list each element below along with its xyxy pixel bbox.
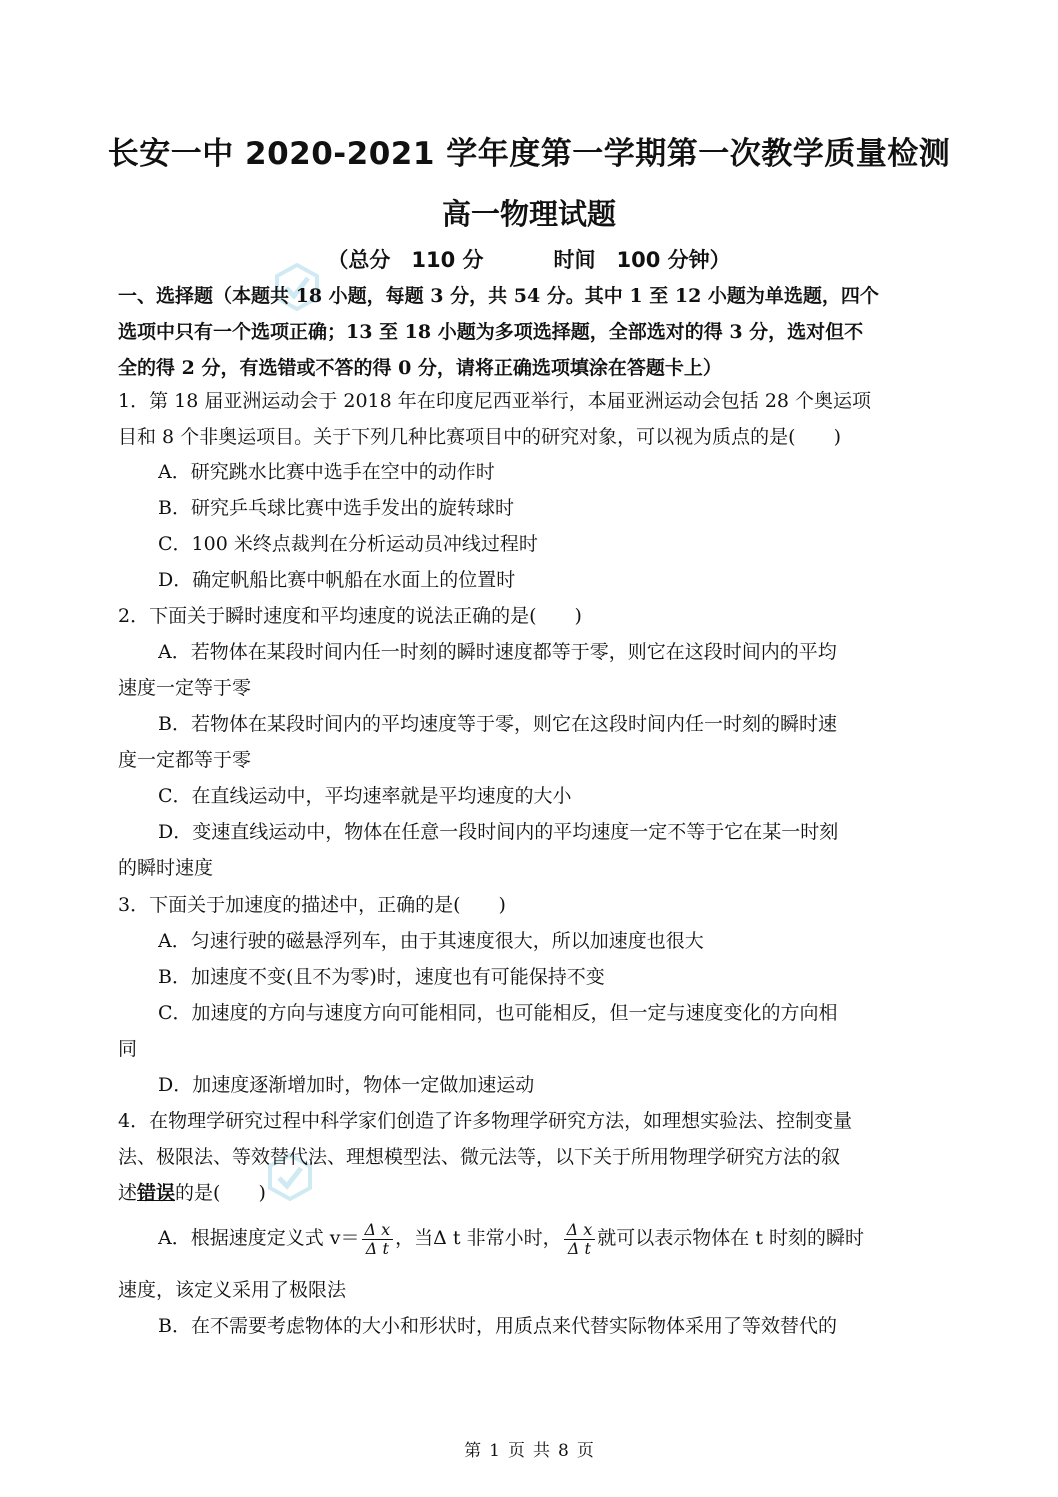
question-4-stem [118, 1181, 948, 1205]
option-a-text: 就可以表示物体在 t 时刻的瞬时 [597, 1227, 864, 1249]
question-3-option-d: D．加速度逐渐增加时，物体一定做加速运动 [158, 1074, 535, 1096]
question-2-option-b-cont: 度一定都等于零 [118, 749, 252, 771]
question-2-option-a-cont: 速度一定等于零 [118, 677, 252, 699]
question-4-stem: 法、极限法、等效替代法、理想模型法、微元法等，以下关于所用物理学研究方法的叙 [118, 1146, 841, 1168]
question-4-option-a-cont: 速度，该定义采用了极限法 [118, 1279, 347, 1301]
page-footer [0, 1436, 1058, 1461]
total-pages: 8 [558, 1441, 569, 1461]
question-2-option-b: B．若物体在某段时间内的平均速度等于零，则它在这段时间内任一时刻的瞬时速 [158, 713, 837, 735]
fraction-numerator: Δ x [362, 1221, 394, 1240]
question-1-option-a: A．研究跳水比赛中选手在空中的动作时 [158, 461, 495, 483]
question-1-option-d: D．确定帆船比赛中帆船在水面上的位置时 [158, 569, 516, 591]
section-instruction-line: 全的得 2 分，有选错或不答的得 0 分，请将正确选项填涂在答题卡上） [118, 357, 722, 379]
fraction-numerator: Δ x [564, 1221, 596, 1240]
question-4-option-a [158, 1214, 948, 1262]
exam-title: 长安一中 2020-2021 学年度第一学期第一次教学质量检测 [107, 136, 951, 172]
fraction-denominator: Δ t [365, 1238, 389, 1258]
question-3-option-b: B．加速度不变(且不为零)时，速度也有可能保持不变 [158, 966, 605, 988]
question-3-option-c: C．加速度的方向与速度方向可能相同，也可能相反，但一定与速度变化的方向相 [158, 1002, 838, 1024]
question-4-stem: 4．在物理学研究过程中科学家们创造了许多物理学研究方法，如理想实验法、控制变量 [118, 1110, 853, 1132]
question-4-stem-text: 述 [118, 1182, 138, 1204]
question-2-option-d: D．变速直线运动中，物体在任意一段时间内的平均速度一定不等于它在某一时刻 [158, 821, 839, 843]
footer-text: 页 [576, 1441, 594, 1461]
exam-subtitle: 高一物理试题 [441, 197, 616, 231]
question-1-option-c: C．100 米终点裁判在分析运动员冲线过程时 [158, 533, 538, 555]
option-a-text: ，当Δ t 非常小时， [395, 1227, 562, 1249]
option-a-text: A．根据速度定义式 v＝ [158, 1227, 360, 1249]
section-instruction-line: 选项中只有一个选项正确；13 至 18 小题为多项选择题，全部选对的得 3 分，选对但不 [118, 321, 864, 343]
question-2-option-d-cont: 的瞬时速度 [118, 857, 214, 879]
question-3-option-c-cont: 同 [118, 1038, 138, 1060]
fraction-denominator: Δ t [567, 1238, 591, 1258]
question-2-option-a: A．若物体在某段时间内任一时刻的瞬时速度都等于零，则它在这段时间内的平均 [158, 641, 837, 663]
fraction-delta-x-over-delta-t [362, 1221, 394, 1258]
duration: 时间 100 分钟） [553, 248, 731, 272]
question-3-option-a: A．匀速行驶的磁悬浮列车，由于其速度很大，所以加速度也很大 [158, 930, 704, 952]
question-3-stem: 3．下面关于加速度的描述中，正确的是( ) [118, 894, 506, 916]
question-2-option-c: C．在直线运动中，平均速率就是平均速度的大小 [158, 785, 572, 807]
emphasis-wrong: 错误 [137, 1182, 176, 1204]
question-1-stem: 目和 8 个非奥运项目。关于下列几种比赛项目中的研究对象，可以视为质点的是( ) [118, 426, 841, 448]
question-1-stem: 1．第 18 届亚洲运动会于 2018 年在印度尼西亚举行，本届亚洲运动会包括 28 个奥运项 [118, 390, 872, 412]
question-1-option-b: B．研究乒乓球比赛中选手发出的旋转球时 [158, 497, 514, 519]
total-score: （总分 110 分 [327, 248, 484, 272]
fraction-delta-x-over-delta-t [564, 1221, 596, 1258]
footer-text: 页 [508, 1441, 525, 1461]
question-2-stem: 2．下面关于瞬时速度和平均速度的说法正确的是( ) [118, 605, 582, 627]
footer-text: 共 [533, 1441, 550, 1461]
footer-text: 第 [464, 1441, 482, 1461]
section-instruction-line: 一、选择题（本题共 18 小题，每题 3 分，共 54 分。其中 1 至 12 小题为单选题，四个 [118, 285, 879, 307]
question-4-stem-text: 的是( ) [175, 1182, 266, 1204]
question-4-option-b: B．在不需要考虑物体的大小和形状时，用质点来代替实际物体采用了等效替代的 [158, 1315, 837, 1337]
page-number: 1 [489, 1441, 500, 1461]
exam-info [0, 244, 1058, 274]
